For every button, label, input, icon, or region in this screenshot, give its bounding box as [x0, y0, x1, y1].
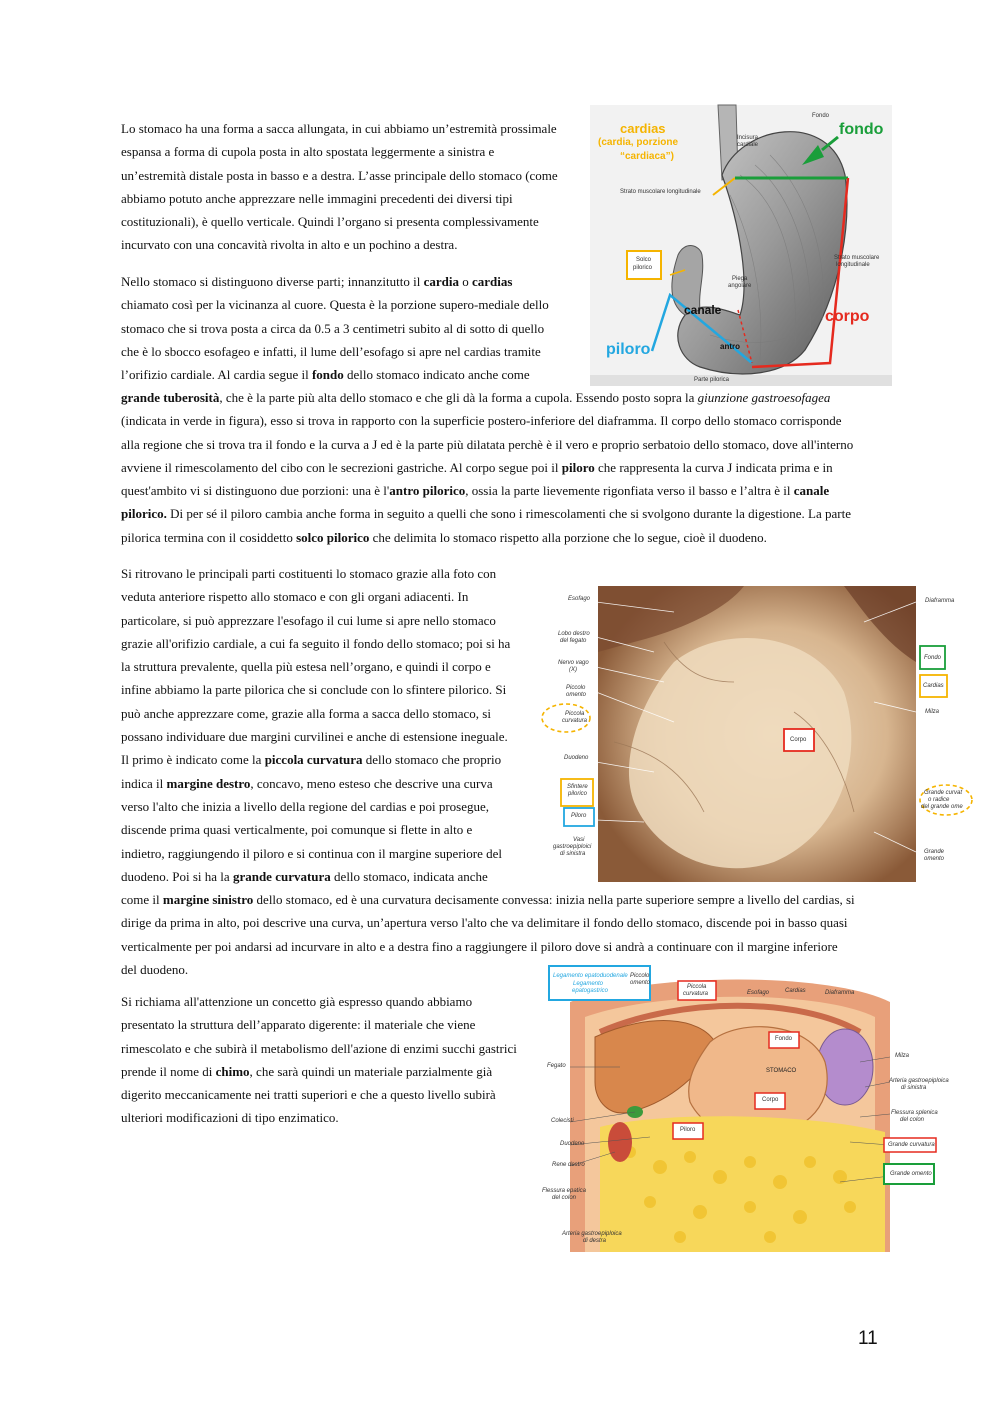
- text-line: quest'ambito vi si distinguono due porzioni: una è l'antro pilorico, ossia la parte lievemente rigonfiata verso il basso e l’altra è il canale: [121, 483, 830, 499]
- label-corpo: corpo: [825, 308, 870, 325]
- text-line: duodeno. Poi si ha la grande curvatura dello stomaco, indicata anche: [121, 868, 488, 884]
- text-line: può anche apprezzare come, grazie alla forma a sacca dello stomaco, si: [121, 705, 491, 721]
- paragraph-4: [121, 990, 541, 1130]
- text-line: dirige da prima in alto, poi descrive una curva, un’apertura verso l'alto che va delimitare il fondo dello stomaco, discende poi in basso quasi: [121, 915, 848, 931]
- label-piloro: piloro: [606, 341, 651, 358]
- label-grande-omento: Grande: [924, 849, 945, 855]
- text-line: verticalmente per poi andarsi ad incurvare in alto e a destra fino a raggiungere il piloro dove si andrà a continuare con il margine inferiore: [121, 938, 838, 954]
- label-nervo: Nervo vago: [558, 660, 589, 666]
- figure-stomach-photo: [544, 582, 963, 884]
- label-vasi: di sinistra: [560, 851, 586, 857]
- label-duodeno: Duodeno: [560, 1141, 585, 1147]
- label-colecisti: Colecisti: [551, 1118, 574, 1124]
- label-cardias-sub2: “cardiaca”): [620, 151, 674, 162]
- label-piccola-curvatura: Piccola: [565, 711, 585, 717]
- text-line: Il primo è indicato come la piccola curvatura dello stomaco che proprio: [121, 752, 502, 768]
- label-arteria-sinistra: Arteria gastroepiploica: [889, 1078, 949, 1084]
- text-line: un’estremità distale posta in basso e a destra. L’asse principale dello stomaco (come: [121, 167, 558, 183]
- text-line: Nello stomaco si distinguono diverse parti; innanzitutto il cardia o cardias: [121, 274, 513, 289]
- label-milza: Milza: [895, 1053, 910, 1059]
- label-vasi: Vasi: [573, 837, 585, 843]
- label-piccola-curvatura: Piccola: [687, 984, 707, 990]
- label-milza: Milza: [925, 709, 940, 715]
- text-line: Lo stomaco ha una forma a sacca allungata, in cui abbiamo un’estremità prossimale: [121, 121, 557, 136]
- text-line: come il margine sinistro dello stomaco, ed è una curvatura decisamente convessa: inizia nella parte superiore sempre a livello del cardias, si: [121, 892, 855, 907]
- label-arteria-sinistra: di sinistra: [901, 1085, 927, 1091]
- label-arteria-destra: di destra: [583, 1238, 607, 1244]
- label-diaframma: Diaframma: [925, 598, 955, 604]
- text-line: che è lo sbocco esofageo e infatti, il lume dell’esofago si apre nel cardias tramite: [121, 343, 541, 359]
- text-line: espansa a forma di cupola posta in alto spostata leggermente a sinistra e: [121, 144, 495, 160]
- text-line: alla regione che si trova tra il fondo e la curva a J ed è la parte più dilatata perchè è il vero e proprio serbatoio dello stomaco, dove all'interno: [121, 436, 854, 452]
- text-line: incurvato con una concavità rivolta in alto e un pochino a destra.: [121, 237, 458, 253]
- label-leg-epatogastrico: epatogastrico: [572, 988, 609, 994]
- label-canale: canale: [684, 303, 722, 317]
- label-grande-curvatura: o radice: [928, 797, 950, 803]
- label-rene: Rene destro: [552, 1162, 585, 1168]
- text-line: (indicata in verde in figura), esso si trova in rapporto con la superficie postero-inferiore del diaframma. Il corpo dello stomaco corrisponde: [121, 413, 842, 429]
- paragraph-1: [121, 117, 591, 257]
- text-line: grande tuberosità, che è la parte più alta dello stomaco e che gli dà la forma a cupola. Essendo posto sopra la giunzione gastroesofagea: [121, 390, 831, 405]
- text-line: pilorico. Di per sé il piloro cambia anche forma in seguito a quelli che sono i rimescolamenti che si svolgono durante la digestione. La parte: [121, 506, 851, 522]
- label-piccola-curvatura: curvatura: [562, 718, 588, 724]
- label-piloro: Piloro: [571, 813, 587, 819]
- label-grande-omento: omento: [924, 856, 945, 862]
- label-leg-epatoduodenale: Legamento epatoduodenale: [553, 973, 628, 979]
- stomach-photo-illustration: [544, 582, 956, 884]
- label-fondo: Fondo: [924, 655, 942, 661]
- label-corpo: Corpo: [762, 1097, 779, 1103]
- label-flessura-epatica: Flessura epatica: [542, 1188, 587, 1194]
- text-line: verso l'alto che inizia a livello della regione del cardias e poi prosegue,: [121, 798, 490, 814]
- abdomen-illustration: [540, 962, 952, 1252]
- label-grande-omento: Grande omento: [890, 1171, 932, 1177]
- label-leg-epatogastrico: Legamento: [573, 981, 604, 987]
- label-nervo: (X): [569, 667, 577, 673]
- text-line: pilorica termina con il cosiddetto solco pilorico che delimita lo stomaco rispetto alla porzione che lo segue, cioè il duodeno.: [121, 529, 767, 545]
- label-tiny: Strato muscolare longitudinale: [620, 189, 701, 195]
- text-line: grazie all'orifizio cardiale, a cui fa seguito il fondo dello stomaco; poi si ha: [121, 635, 511, 651]
- page-number: 11: [858, 1328, 878, 1349]
- text-line: veduta anteriore rispetto allo stomaco e con gli organi adiacenti. In: [121, 589, 469, 605]
- text-line: avviene il rimescolamento del cibo con le secrezioni gastriche. Al corpo segue poi il piloro che rappresenta la curva J indicata prima e in: [121, 459, 833, 475]
- text-line: possano individuare due margini curvilinei e anche di estensione ineguale.: [121, 729, 508, 745]
- text-line: presentato la struttura dell’apparato digerente: il materiale che viene: [121, 1017, 476, 1033]
- paragraph-3: [121, 562, 541, 888]
- label-tiny: Solco: [636, 257, 652, 263]
- label-esofago: Esofago: [747, 990, 770, 996]
- label-grande-curvatura: Grande curvatura: [888, 1142, 935, 1148]
- label-arteria-destra: Arteria gastroepiploica: [562, 1231, 622, 1237]
- text-line: indietro, raggiungendo il piloro e si continua con il margine superiore del: [121, 845, 502, 861]
- label-fondo: fondo: [839, 121, 884, 138]
- label-piccolo: omento: [566, 692, 587, 698]
- label-cardias: Cardias: [785, 988, 806, 994]
- paragraph-2-continued: [121, 386, 891, 549]
- figure-stomach-drawing: [590, 105, 892, 386]
- label-cardias: cardias: [620, 121, 666, 136]
- label-piccola-curvatura: curvatura: [683, 991, 709, 997]
- label-sfintere: Sfintere: [567, 784, 588, 790]
- text-line: Si ritrovano le principali parti costituenti lo stomaco grazie alla foto con: [121, 566, 497, 581]
- label-tiny: Parte pilorica: [694, 377, 730, 383]
- text-line: rimescolato e che subirà il metabolismo dell'azione di enzimi succhi gastrici: [121, 1040, 517, 1056]
- label-tiny: pilorico: [633, 265, 653, 271]
- label-corpo: Corpo: [790, 737, 807, 743]
- text-line: stomaco che si trova posta a circa da 0.5 a 3 centimetri subito al di sotto di quello: [121, 320, 545, 336]
- text-line: costituzionali), è quello verticale. Quindi l’organo si presenta complessivamente: [121, 214, 539, 230]
- text-line: infine abbiamo la parte pilorica che si conclude con lo sfintere pilorico. Si: [121, 682, 507, 698]
- text-line: digerito meccanicamente nei tratti superiori e che a questo livello subirà: [121, 1087, 496, 1103]
- label-tiny: angolare: [728, 283, 752, 289]
- label-diaframma: Diaframma: [825, 990, 855, 996]
- label-tiny: Piega: [732, 276, 748, 282]
- text-line: particolare, si può apprezzare l'esofago il cui lume si apre nello stomaco: [121, 612, 496, 628]
- text-line: abbiamo potuto anche apprezzare nelle immagini precedenti dei diversi tipi: [121, 190, 513, 206]
- label-stomaco: STOMACO: [766, 1068, 797, 1074]
- label-piccolo: Piccolo: [566, 685, 586, 691]
- label-fegato: Fegato: [547, 1063, 566, 1069]
- label-piloro: Piloro: [680, 1127, 696, 1133]
- text-line: del duodeno.: [121, 961, 189, 977]
- paragraph-2: [121, 270, 591, 386]
- label-tiny: Incisura: [737, 135, 759, 141]
- label-lobo: del fegato: [560, 638, 587, 644]
- figure-abdomen-illustration: [540, 962, 952, 1252]
- label-grande-curvatura: del grande ome: [921, 804, 963, 810]
- text-line: discende prima quasi verticalmente, poi comunque si flette in alto e: [121, 822, 473, 838]
- label-flessura-splenica: Flessura splenica: [891, 1110, 938, 1116]
- label-piccolo-omento: omento: [630, 980, 651, 986]
- label-fondo: Fondo: [775, 1036, 793, 1042]
- label-tiny: Strato muscolare: [834, 255, 880, 261]
- text-line: chiamato così per la vicinanza al cuore. Questa è la porzione supero-mediale dello: [121, 297, 549, 313]
- text-line: indica il margine destro, concavo, meno esteso che descrive una curva: [121, 775, 493, 791]
- text-line: l’orifizio cardiale. Al cardia segue il fondo dello stomaco indicato anche come: [121, 367, 530, 383]
- label-duodeno: Duodeno: [564, 755, 589, 761]
- text-line: la struttura prevalente, quella più estesa nell’organo, e quindi il corpo e: [121, 659, 491, 675]
- label-antro: antro: [720, 342, 740, 351]
- label-vasi: gastroepiploici: [553, 844, 592, 850]
- label-tiny: longitudinale: [836, 262, 870, 268]
- text-line: ulteriori modificazioni di tipo enzimatico.: [121, 1110, 339, 1126]
- label-tiny: cardiale: [737, 142, 759, 148]
- text-line: prende il nome di chimo, che sarà quindi un materiale parzialmente già: [121, 1063, 493, 1079]
- label-sfintere: pilorico: [568, 791, 588, 797]
- label-esofago: Esofago: [568, 596, 591, 602]
- label-tiny: Fondo: [812, 113, 830, 119]
- label-grande-curvatura: Grande curvat: [924, 790, 963, 796]
- label-flessura-splenica: del colon: [900, 1117, 925, 1123]
- label-cardias-sub1: (cardia, porzione: [598, 137, 679, 148]
- label-flessura-epatica: del colon: [552, 1195, 577, 1201]
- label-lobo: Lobo destro: [558, 631, 590, 637]
- text-line: Si richiama all'attenzione un concetto già espresso quando abbiamo: [121, 994, 473, 1009]
- label-cardias: Cardias: [923, 683, 944, 689]
- label-piccolo-omento: Piccolo: [630, 973, 650, 979]
